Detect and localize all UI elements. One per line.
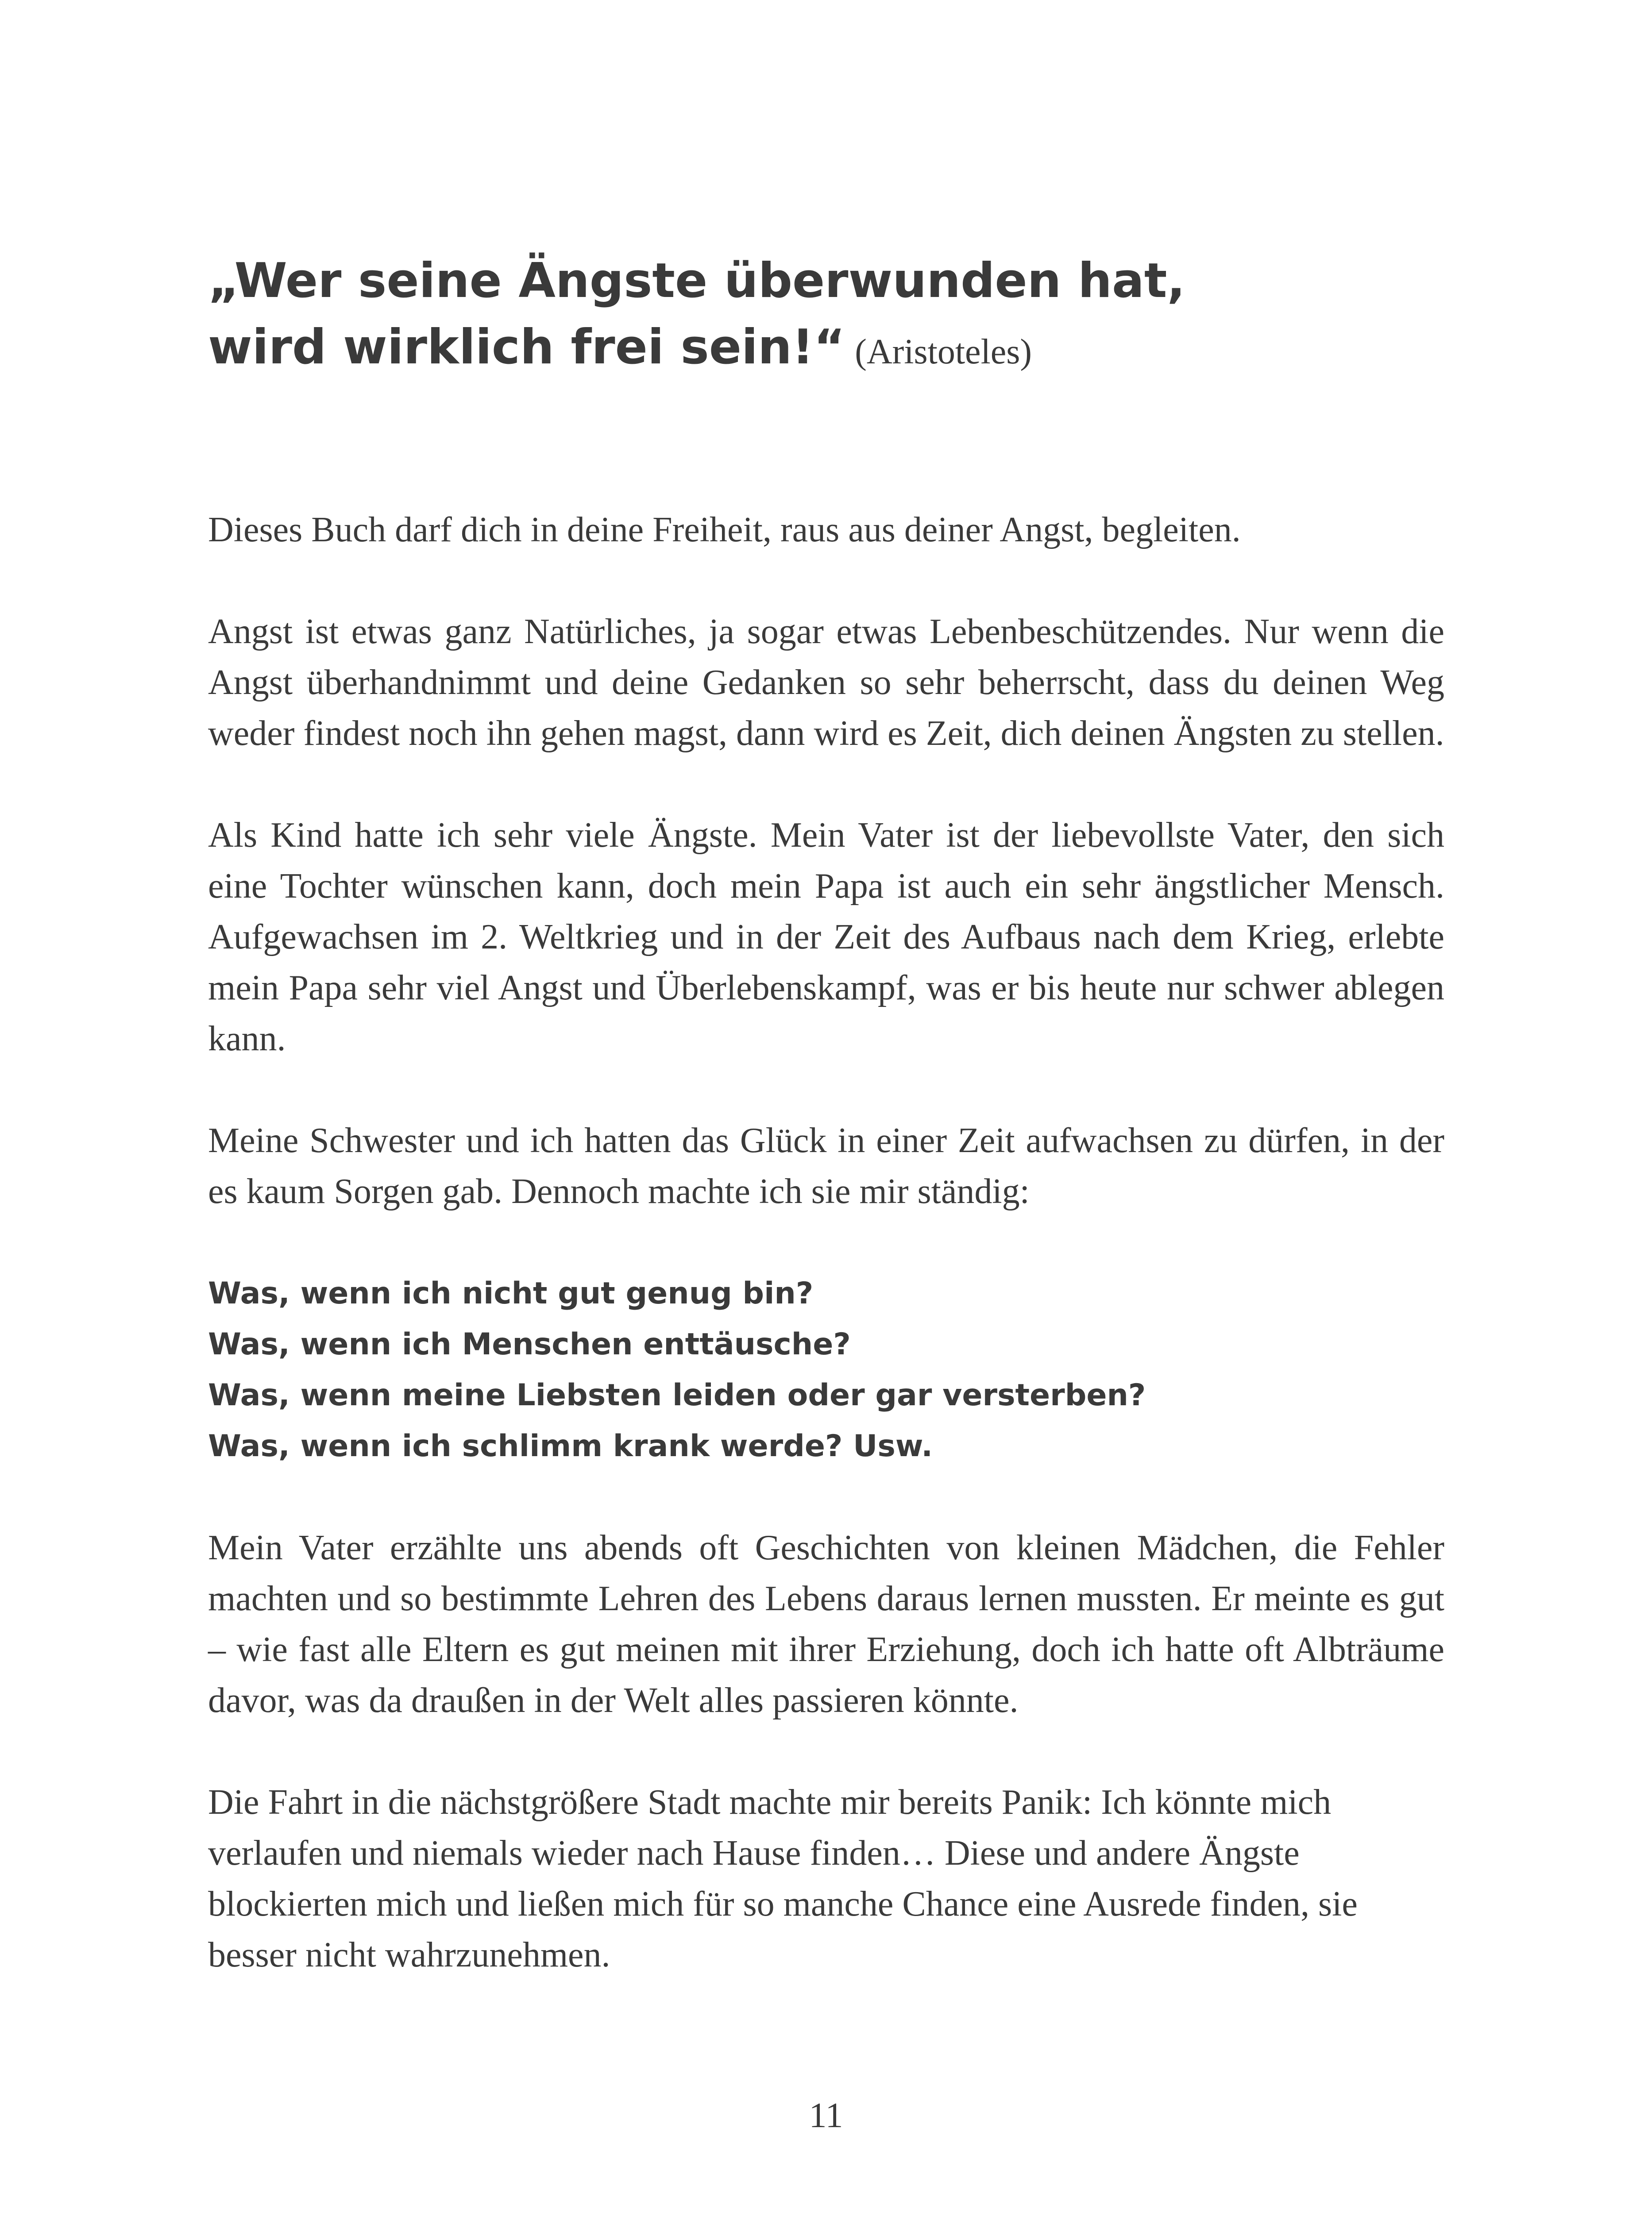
opening-quote [208, 248, 1444, 385]
paragraph-father-stories: Mein Vater erzählte uns abends oft Geschichten von kleinen Mädchen, die Fehler machten und so bestimmte Lehren des Lebens daraus lernen mussten. Er meinte es gut – wie fast alle Eltern es gut meinen mit ihrer Erziehung, doch ich hatte oft Albträume davor, was da draußen in der Welt alles passieren könnte. [208, 1528, 1444, 1720]
question-item: Was, wenn ich schlimm krank werde? Usw. [208, 1429, 933, 1464]
quote-line-1: „Wer seine Ängste überwunden hat, [208, 253, 1185, 308]
page-content [208, 248, 1444, 1981]
paragraph-city-trip: Die Fahrt in die nächstgrößere Stadt machte mir bereits Panik: Ich könnte mich verlaufen und niemals wieder nach Hause finden… Diese und andere Ängste blockierten mich und ließen mich für so manche Chance eine Ausrede finden, sie besser nicht wahrzunehmen. [208, 1783, 1358, 1974]
paragraph-intro: Dieses Buch darf dich in deine Freiheit, raus aus deiner Angst, begleiten. [208, 510, 1241, 549]
quote-line-2-wrapper [208, 314, 1444, 385]
worry-questions [208, 1268, 1444, 1472]
paragraph-angst: Angst ist etwas ganz Natürliches, ja sogar etwas Lebenbeschützendes. Nur wenn die Angst überhandnimmt und deine Gedanken so sehr beherrscht, dass du deinen Weg weder findest noch ihn gehen magst, dann wird es Zeit, dich deinen Ängsten zu stellen. [208, 612, 1444, 753]
page-number: 11 [809, 2096, 843, 2135]
quote-author: (Aristoteles) [855, 332, 1032, 371]
quote-line-2: wird wirklich frei sein!“ [208, 320, 845, 375]
question-item: Was, wenn ich nicht gut genug bin? [208, 1276, 814, 1311]
question-item: Was, wenn meine Liebsten leiden oder gar versterben? [208, 1378, 1146, 1413]
paragraph-sister: Meine Schwester und ich hatten das Glück in einer Zeit aufwachsen zu dürfen, in der es kaum Sorgen gab. Dennoch machte ich sie mir ständig: [208, 1121, 1444, 1211]
question-item: Was, wenn ich Menschen enttäusche? [208, 1327, 851, 1362]
paragraph-childhood: Als Kind hatte ich sehr viele Ängste. Mein Vater ist der liebevollste Vater, den sich eine Tochter wünschen kann, doch mein Papa ist auch ein sehr ängstlicher Mensch. Aufgewachsen im 2. Weltkrieg und in der Zeit des Aufbaus nach dem Krieg, erlebte mein Papa sehr viel Angst und Überlebenskampf, was er bis heute nur schwer ablegen kann. [208, 816, 1444, 1058]
